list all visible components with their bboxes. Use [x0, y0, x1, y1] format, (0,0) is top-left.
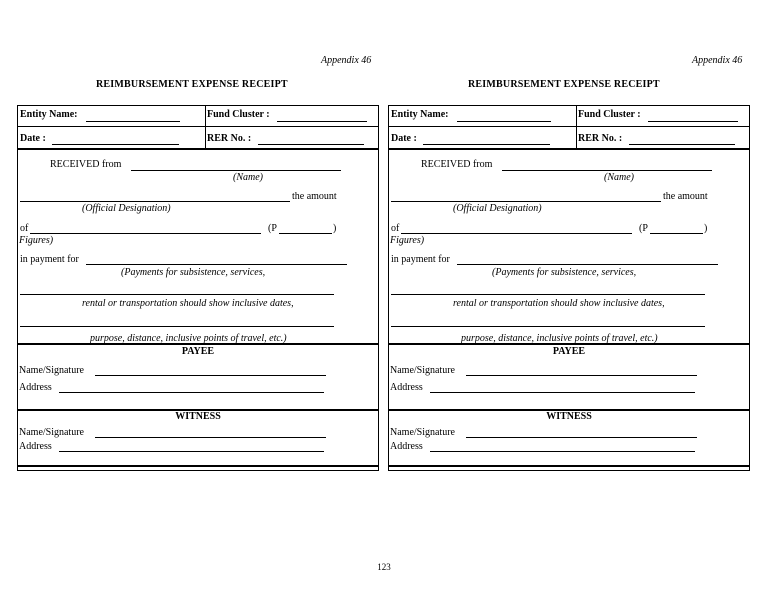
payment-purpose-field-1[interactable]	[457, 264, 718, 265]
entity-name-label: Entity Name:	[20, 109, 78, 120]
receipt-form-left	[17, 105, 379, 471]
payments-note-2: rental or transportation should show inclusive dates,	[82, 298, 294, 309]
fund-cluster-label: Fund Cluster :	[207, 109, 270, 120]
official-designation-caption: (Official Designation)	[453, 203, 542, 214]
payment-purpose-field-2[interactable]	[391, 294, 705, 295]
payment-purpose-field-3[interactable]	[391, 326, 705, 327]
form-title-left: REIMBURSEMENT EXPENSE RECEIPT	[96, 79, 288, 90]
name-caption: (Name)	[604, 172, 634, 183]
payee-address-label: Address	[19, 382, 52, 393]
witness-address-label: Address	[390, 441, 423, 452]
in-payment-for-label: in payment for	[391, 254, 450, 265]
fund-cluster-label: Fund Cluster :	[578, 109, 641, 120]
witness-name-signature-label: Name/Signature	[390, 427, 455, 438]
payee-address-field[interactable]	[430, 392, 695, 393]
rer-no-label: RER No. :	[578, 133, 623, 144]
received-from-label: RECEIVED from	[421, 159, 493, 170]
entity-name-field[interactable]	[457, 121, 551, 122]
p-open-label: (P	[639, 223, 648, 234]
rer-no-field[interactable]	[258, 144, 364, 145]
p-close-label: )	[704, 223, 708, 234]
the-amount-label: the amount	[292, 191, 337, 202]
date-field[interactable]	[52, 144, 179, 145]
payee-heading: PAYEE	[181, 346, 215, 357]
date-label: Date :	[391, 133, 417, 144]
entity-name-label: Entity Name:	[391, 109, 449, 120]
witness-address-field[interactable]	[59, 451, 324, 452]
witness-name-signature-label: Name/Signature	[19, 427, 84, 438]
payments-note-3: purpose, distance, inclusive points of travel, etc.)	[90, 333, 287, 344]
witness-address-label: Address	[19, 441, 52, 452]
fund-cluster-field[interactable]	[277, 121, 367, 122]
witness-heading: WITNESS	[546, 411, 592, 422]
p-close-label: )	[333, 223, 337, 234]
witness-heading: WITNESS	[175, 411, 221, 422]
payments-note-1: (Payments for subsistence, services,	[492, 267, 637, 278]
payee-name-signature-field[interactable]	[95, 375, 326, 376]
witness-name-signature-field[interactable]	[466, 437, 697, 438]
payments-note-3: purpose, distance, inclusive points of travel, etc.)	[461, 333, 658, 344]
date-label: Date :	[20, 133, 46, 144]
amount-words-field[interactable]	[401, 233, 632, 234]
witness-address-field[interactable]	[430, 451, 695, 452]
official-designation-caption: (Official Designation)	[82, 203, 171, 214]
received-from-label: RECEIVED from	[50, 159, 122, 170]
witness-name-signature-field[interactable]	[95, 437, 326, 438]
in-payment-for-label: in payment for	[20, 254, 79, 265]
date-field[interactable]	[423, 144, 550, 145]
designation-field[interactable]	[20, 201, 290, 202]
header-row-2	[18, 126, 378, 150]
receipt-form-right	[388, 105, 750, 471]
received-from-field[interactable]	[502, 170, 712, 171]
payee-address-field[interactable]	[59, 392, 324, 393]
amount-words-field[interactable]	[30, 233, 261, 234]
header-row-2	[389, 126, 749, 150]
payment-purpose-field-3[interactable]	[20, 326, 334, 327]
form-title-right: REIMBURSEMENT EXPENSE RECEIPT	[468, 79, 660, 90]
rer-no-field[interactable]	[629, 144, 735, 145]
the-amount-label: the amount	[663, 191, 708, 202]
entity-name-field[interactable]	[86, 121, 180, 122]
appendix-label-left: Appendix 46	[321, 55, 372, 66]
of-label: of	[20, 223, 29, 234]
amount-figures-field[interactable]	[279, 233, 332, 234]
payment-purpose-field-2[interactable]	[20, 294, 334, 295]
designation-field[interactable]	[391, 201, 661, 202]
figures-caption: Figures)	[390, 235, 425, 246]
payee-name-signature-label: Name/Signature	[390, 365, 455, 376]
name-caption: (Name)	[233, 172, 263, 183]
payment-purpose-field-1[interactable]	[86, 264, 347, 265]
payee-address-label: Address	[390, 382, 423, 393]
payee-name-signature-field[interactable]	[466, 375, 697, 376]
rer-no-label: RER No. :	[207, 133, 252, 144]
amount-figures-field[interactable]	[650, 233, 703, 234]
p-open-label: (P	[268, 223, 277, 234]
payments-note-2: rental or transportation should show inclusive dates,	[453, 298, 665, 309]
received-from-field[interactable]	[131, 170, 341, 171]
page-number: 123	[377, 562, 391, 572]
figures-caption: Figures)	[19, 235, 54, 246]
fund-cluster-field[interactable]	[648, 121, 738, 122]
payments-note-1: (Payments for subsistence, services,	[121, 267, 266, 278]
of-label: of	[391, 223, 400, 234]
payee-name-signature-label: Name/Signature	[19, 365, 84, 376]
payee-heading: PAYEE	[552, 346, 586, 357]
appendix-label-right: Appendix 46	[692, 55, 743, 66]
